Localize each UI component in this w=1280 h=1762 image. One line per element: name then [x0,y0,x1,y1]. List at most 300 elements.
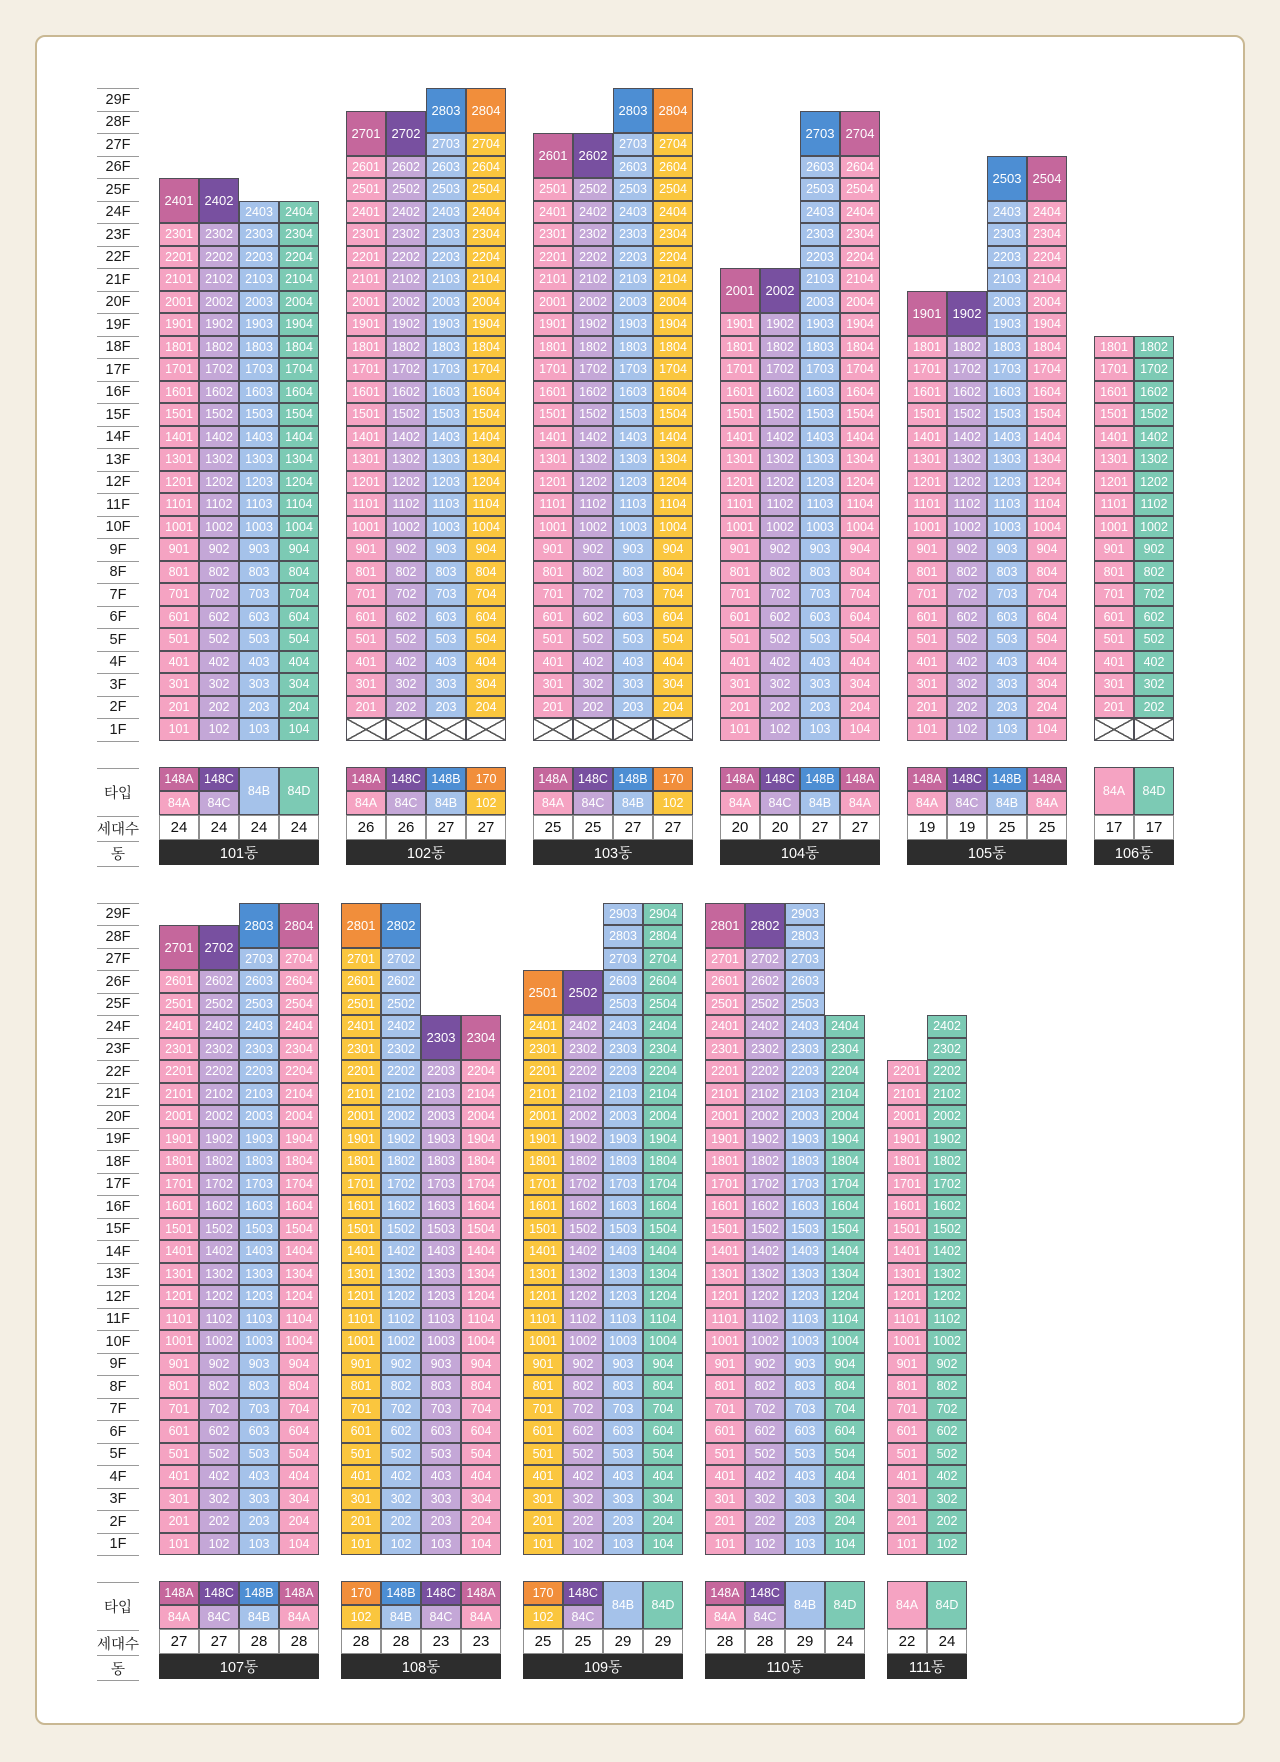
unit-cell: 2201 [341,1060,381,1083]
unit-cell: 502 [563,1443,603,1466]
unit-cell: 302 [199,673,239,696]
floor-label: 17F [97,358,139,381]
unit-cell: 2404 [653,201,693,224]
type-cell: 84A [907,791,947,815]
unit-cell: 1101 [159,493,199,516]
unit-cell: 804 [461,1375,501,1398]
unit-cell: 2202 [927,1060,967,1083]
unit-cell: 1003 [239,516,279,539]
unit-cell: 703 [987,583,1027,606]
unit-cell: 1704 [840,358,880,381]
unit-cell: 1702 [381,1173,421,1196]
unit-cell: 1401 [720,426,760,449]
type-cell: 148C [745,1581,785,1605]
unit-cell: 301 [159,1488,199,1511]
unit-cell: 1902 [386,313,426,336]
unit-cell: 1503 [426,403,466,426]
unit-cell: 1501 [341,1218,381,1241]
unit-cell: 2004 [466,291,506,314]
type-cell: 84B [603,1581,643,1629]
unit-cell: 2002 [927,1105,967,1128]
building-column [461,1015,501,1555]
unit-cell: 1901 [346,313,386,336]
unit-cell: 1903 [800,313,840,336]
unit-cell: 1801 [159,1150,199,1173]
count-cell: 27 [199,1629,239,1654]
unit-cell: 1302 [760,448,800,471]
building-section-bottom-row [97,903,1243,1682]
unit-cell: 2501 [705,993,745,1016]
unit-cell: 2401 [346,201,386,224]
unit-cell: 402 [386,651,426,674]
duplex-unit-cell: 2801 [341,903,381,948]
unit-cell: 2202 [381,1060,421,1083]
unit-cell: 101 [720,718,760,741]
unit-cell: 504 [653,628,693,651]
unit-cell: 1804 [461,1150,501,1173]
type-pair [907,767,947,815]
unit-cell: 204 [643,1510,683,1533]
unit-cell: 1701 [907,358,947,381]
floor-label: 1F [97,1533,139,1556]
type-cell: 84A [159,1605,199,1629]
floor-label: 3F [97,1488,139,1511]
unit-cell: 1502 [927,1218,967,1241]
count-cell: 28 [745,1629,785,1654]
unit-cell: 801 [341,1375,381,1398]
unit-cell: 2004 [840,291,880,314]
unit-cell: 1104 [643,1308,683,1331]
unit-cell: 1302 [563,1263,603,1286]
unit-cell: 903 [426,538,466,561]
floor-label: 28F [97,925,139,948]
unit-cell: 1201 [341,1285,381,1308]
unit-chart-card [35,35,1245,1725]
unit-cell: 1103 [800,493,840,516]
unit-cell: 703 [421,1398,461,1421]
floor-label: 23F [97,223,139,246]
unit-cell: 1302 [199,448,239,471]
unit-cell: 101 [705,1533,745,1556]
unit-cell: 403 [603,1465,643,1488]
unit-cell: 1102 [1134,493,1174,516]
unit-cell: 1801 [346,336,386,359]
unit-cell: 1601 [159,1195,199,1218]
unit-cell: 201 [907,696,947,719]
unit-cell: 102 [760,718,800,741]
unit-cell: 1603 [239,1195,279,1218]
unit-cell: 1303 [421,1263,461,1286]
unit-cell: 302 [760,673,800,696]
unit-cell: 1602 [745,1195,785,1218]
unit-cell: 2603 [613,156,653,179]
unit-cell: 204 [1027,696,1067,719]
unit-cell: 702 [381,1398,421,1421]
unit-cell: 202 [1134,696,1174,719]
unit-cell: 2201 [523,1060,563,1083]
unit-cell: 2201 [159,1060,199,1083]
unit-cell: 902 [563,1353,603,1376]
unit-cell: 1702 [199,358,239,381]
floor-label: 28F [97,111,139,134]
unit-cell: 1102 [381,1308,421,1331]
type-cell: 84A [840,791,880,815]
unit-cell: 302 [1134,673,1174,696]
unit-cell: 401 [1094,651,1134,674]
unit-cell: 503 [987,628,1027,651]
unit-cell: 1604 [643,1195,683,1218]
unit-cell: 1502 [760,403,800,426]
unit-cell: 1402 [563,1240,603,1263]
unit-cell: 2904 [643,903,683,926]
type-cell: 84A [720,791,760,815]
unit-cell: 2604 [643,970,683,993]
unit-cell: 704 [461,1398,501,1421]
duplex-unit-cell: 2803 [239,903,279,948]
unit-cell: 303 [613,673,653,696]
unit-cell: 302 [573,673,613,696]
unit-cell: 604 [653,606,693,629]
type-cell: 84C [386,791,426,815]
unit-cell: 602 [386,606,426,629]
unit-cell: 104 [461,1533,501,1556]
type-cell: 148A [461,1581,501,1605]
unit-cell: 2003 [800,291,840,314]
type-cell: 102 [466,791,506,815]
unit-cell: 604 [643,1420,683,1443]
unit-cell: 2103 [800,268,840,291]
unit-cell: 302 [947,673,987,696]
unit-cell: 201 [159,1510,199,1533]
unit-cell: 103 [800,718,840,741]
floor-label: 9F [97,1353,139,1376]
unit-cell: 1003 [800,516,840,539]
type-cell: 148B [381,1581,421,1605]
unit-cell: 2602 [381,970,421,993]
unit-cell: 903 [239,1353,279,1376]
count-cell: 27 [653,815,693,840]
unit-cell: 1302 [927,1263,967,1286]
unit-cell: 1704 [653,358,693,381]
type-cell: 148A [533,767,573,791]
unit-cell: 704 [279,1398,319,1421]
unit-cell: 403 [613,651,653,674]
unit-cell: 1404 [653,426,693,449]
unit-cell: 403 [800,651,840,674]
unit-cell: 1702 [1134,358,1174,381]
floor-label: 8F [97,1375,139,1398]
type-cell: 84D [1134,767,1174,815]
unit-cell: 1103 [987,493,1027,516]
unit-cell: 1303 [987,448,1027,471]
unit-cell: 401 [887,1465,927,1488]
unit-cell: 304 [825,1488,865,1511]
unit-cell: 603 [239,606,279,629]
unit-cell: 1004 [279,516,319,539]
unit-cell: 1303 [603,1263,643,1286]
floor-label: 17F [97,1173,139,1196]
floor-label: 25F [97,993,139,1016]
unit-cell: 1204 [840,471,880,494]
count-row [523,1629,683,1654]
type-cell: 84A [1027,791,1067,815]
unit-cell: 2601 [346,156,386,179]
building-grid [1094,88,1174,741]
unit-cell: 1604 [825,1195,865,1218]
count-cell: 25 [987,815,1027,840]
unit-cell: 801 [1094,561,1134,584]
unit-cell: 2204 [840,246,880,269]
unit-cell: 2203 [421,1060,461,1083]
unit-cell: 1104 [840,493,880,516]
unit-cell: 2102 [563,1083,603,1106]
unit-cell: 1202 [386,471,426,494]
unit-cell: 1802 [199,1150,239,1173]
unit-cell: 801 [720,561,760,584]
unit-cell: 2303 [603,1038,643,1061]
unit-cell: 1501 [887,1218,927,1241]
building-name-bar: 108동 [341,1654,501,1679]
type-pair [199,1581,239,1629]
unit-cell: 1204 [466,471,506,494]
unit-cell: 404 [461,1465,501,1488]
unit-cell: 403 [426,651,466,674]
unit-cell: 401 [346,651,386,674]
unit-cell: 802 [386,561,426,584]
unit-cell: 1004 [840,516,880,539]
unit-cell: 1904 [279,1128,319,1151]
unit-cell: 701 [1094,583,1134,606]
unit-cell: 1101 [907,493,947,516]
unit-cell: 2402 [573,201,613,224]
unit-cell: 2703 [603,948,643,971]
unit-cell: 1102 [199,1308,239,1331]
unit-cell: 604 [279,606,319,629]
count-cell: 19 [947,815,987,840]
type-cell: 148B [800,767,840,791]
unit-cell: 404 [466,651,506,674]
unit-cell: 802 [745,1375,785,1398]
floor-label: 13F [97,448,139,471]
building-column [603,903,643,1556]
floor-label: 2F [97,696,139,719]
type-pair [705,1581,745,1629]
type-cell: 84B [239,1605,279,1629]
floor-label: 27F [97,133,139,156]
unit-cell: 2502 [386,178,426,201]
type-cell: 148A [346,767,386,791]
type-row [523,1581,683,1629]
unit-cell: 503 [800,628,840,651]
unit-cell: 2103 [613,268,653,291]
count-cell: 28 [239,1629,279,1654]
unit-cell: 204 [279,1510,319,1533]
unit-cell: 402 [199,651,239,674]
unit-cell: 502 [927,1443,967,1466]
unit-cell: 1402 [760,426,800,449]
duplex-unit-cell: 2001 [720,268,760,313]
unit-cell: 2301 [523,1038,563,1061]
type-pair [563,1581,603,1629]
unit-cell: 1903 [785,1128,825,1151]
unit-cell: 304 [279,673,319,696]
unit-cell: 2204 [461,1060,501,1083]
unit-cell: 901 [533,538,573,561]
unit-cell: 504 [643,1443,683,1466]
type-cell: 148A [159,1581,199,1605]
count-cell: 25 [563,1629,603,1654]
building [720,88,880,865]
unit-cell: 1104 [279,493,319,516]
unit-cell: 1002 [386,516,426,539]
unit-cell: 603 [987,606,1027,629]
unit-cell: 1304 [461,1263,501,1286]
count-cell: 26 [386,815,426,840]
type-cell: 84B [613,791,653,815]
unit-cell: 1601 [705,1195,745,1218]
building-column [421,1015,461,1555]
unit-cell: 1304 [825,1263,865,1286]
unit-cell: 1601 [887,1195,927,1218]
unit-cell: 1401 [533,426,573,449]
unit-cell: 204 [653,696,693,719]
unit-cell: 301 [705,1488,745,1511]
type-cell: 148C [563,1581,603,1605]
unit-cell: 602 [1134,606,1174,629]
no-unit-cell [426,718,466,741]
unit-cell: 901 [341,1353,381,1376]
unit-cell: 2302 [745,1038,785,1061]
unit-cell: 604 [840,606,880,629]
unit-cell: 1703 [426,358,466,381]
unit-cell: 2303 [785,1038,825,1061]
type-pair [421,1581,461,1629]
unit-cell: 701 [533,583,573,606]
type-cell: 148A [720,767,760,791]
unit-cell: 2503 [239,993,279,1016]
unit-cell: 1402 [381,1240,421,1263]
unit-cell: 2003 [426,291,466,314]
buildings-row [159,88,1174,865]
unit-cell: 1301 [523,1263,563,1286]
unit-cell: 904 [840,538,880,561]
unit-cell: 104 [279,718,319,741]
type-cell: 148A [705,1581,745,1605]
unit-cell: 804 [279,1375,319,1398]
unit-cell: 103 [987,718,1027,741]
type-row-label: 타입 [97,1582,139,1630]
unit-cell: 2401 [341,1015,381,1038]
unit-cell: 101 [523,1533,563,1556]
unit-cell: 2303 [800,223,840,246]
unit-cell: 1901 [159,1128,199,1151]
unit-cell: 401 [523,1465,563,1488]
unit-cell: 1301 [705,1263,745,1286]
unit-cell: 1901 [705,1128,745,1151]
unit-cell: 1804 [466,336,506,359]
building [159,88,319,865]
unit-cell: 702 [1134,583,1174,606]
unit-cell: 2003 [421,1105,461,1128]
building-column [745,903,785,1556]
unit-cell: 604 [279,1420,319,1443]
duplex-unit-cell: 2804 [653,88,693,133]
unit-cell: 2403 [426,201,466,224]
unit-cell: 703 [426,583,466,606]
unit-cell: 601 [1094,606,1134,629]
building-name-bar: 109동 [523,1654,683,1679]
count-cell: 27 [466,815,506,840]
count-cell: 27 [613,815,653,840]
floor-label: 27F [97,948,139,971]
building-column [643,903,683,1556]
unit-cell: 303 [785,1488,825,1511]
unit-cell: 1304 [279,448,319,471]
unit-cell: 2302 [573,223,613,246]
unit-cell: 1902 [927,1128,967,1151]
unit-cell: 1901 [159,313,199,336]
unit-cell: 1404 [461,1240,501,1263]
unit-cell: 304 [653,673,693,696]
unit-cell: 402 [947,651,987,674]
unit-cell: 2203 [426,246,466,269]
unit-cell: 1603 [603,1195,643,1218]
unit-cell: 1701 [533,358,573,381]
building-name-bar: 102동 [346,840,506,865]
unit-cell: 1502 [947,403,987,426]
unit-cell: 202 [199,696,239,719]
unit-cell: 2704 [653,133,693,156]
unit-cell: 901 [907,538,947,561]
duplex-unit-cell: 1901 [907,291,947,336]
count-cell: 23 [421,1629,461,1654]
unit-cell: 1504 [653,403,693,426]
unit-cell: 1701 [346,358,386,381]
unit-cell: 604 [1027,606,1067,629]
unit-cell: 502 [199,628,239,651]
building-name-bar: 105동 [907,840,1067,865]
unit-cell: 304 [279,1488,319,1511]
unit-cell: 601 [533,606,573,629]
unit-cell: 604 [466,606,506,629]
unit-cell: 402 [381,1465,421,1488]
unit-cell: 1801 [523,1150,563,1173]
unit-cell: 1201 [705,1285,745,1308]
unit-cell: 1504 [825,1218,865,1241]
count-row-label: 세대수 [97,1630,139,1655]
unit-cell: 101 [907,718,947,741]
duplex-unit-cell: 2701 [159,925,199,970]
unit-cell: 2102 [573,268,613,291]
type-cell: 102 [341,1605,381,1629]
unit-cell: 1803 [239,1150,279,1173]
floor-label: 4F [97,651,139,674]
unit-cell: 1401 [523,1240,563,1263]
unit-cell: 1702 [199,1173,239,1196]
duplex-unit-cell: 2803 [426,88,466,133]
unit-cell: 802 [573,561,613,584]
count-cell: 29 [643,1629,683,1654]
unit-cell: 501 [907,628,947,651]
unit-cell: 901 [523,1353,563,1376]
unit-cell: 1203 [426,471,466,494]
unit-cell: 2001 [705,1105,745,1128]
unit-cell: 302 [563,1488,603,1511]
unit-cell: 1104 [825,1308,865,1331]
unit-cell: 1604 [653,381,693,404]
unit-cell: 102 [199,718,239,741]
unit-cell: 103 [239,1533,279,1556]
